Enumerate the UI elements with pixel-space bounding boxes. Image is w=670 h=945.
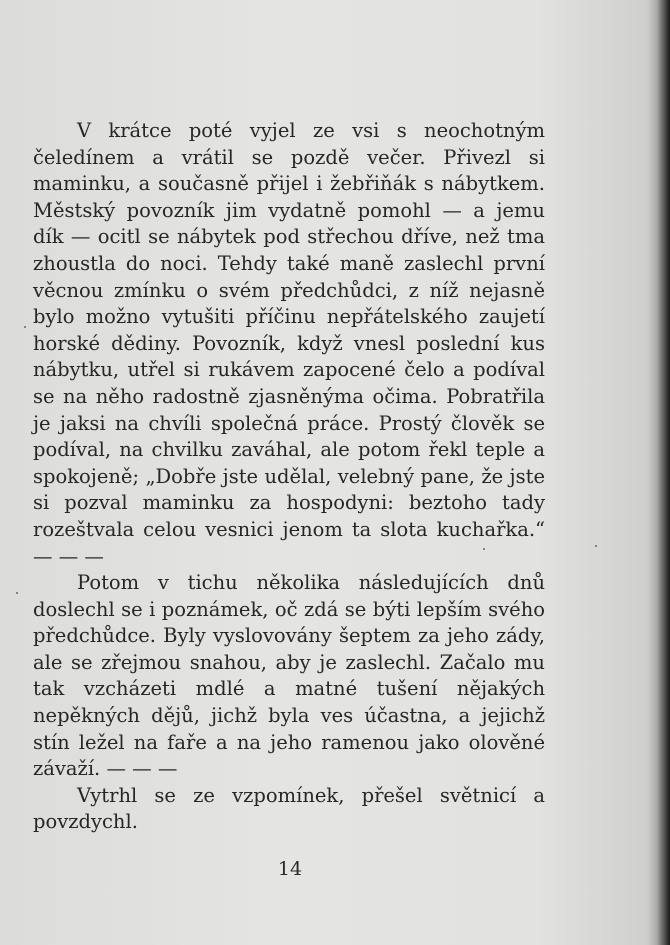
paragraph-3: Vytrhl se ze vzpomínek, přešel světnicí a povzdychl. [33,783,545,834]
paper-speck [483,548,485,550]
paragraph-1: V krátce poté vyjel ze vsi s neochotným čeledínem a vrátil se pozdě večer. Přivezl si maminku, a současně přijel i žebřiňák s nábytkem. Městský povozník jim vydatně pomohl — a jemu dík — ocitl se nábytek pod střechou dříve, než tma zhoustla do noci. Tehdy také maně zaslechl první věcnou zmínku o svém předchůdci, z níž nejasně bylo možno vytušiti příčinu nepřátelského zaujetí horské dědiny. Povozník, když vnesl poslední kus nábytku, utřel si rukávem zapocené čelo a podíval se na něho radostně zjasněnýma očima. Pobratřila je jaksi na chvíli společná práce. Prostý člověk se podíval, na chvilku zaváhal, ale potom řekl teple a spokojeně; „Dobře jste udělal, velebný pane, že jste si pozval maminku za hospodyni: beztoho tady rozeštvala celou vesnici jenom ta slota kuchařka.“ — — — [33,119,545,568]
paragraph-2: Potom v tichu několika následujících dnů doslechl se i poznámek, oč zdá se býti lepším svého předchůdce. Byly vyslovovány šeptem za jeho zády, ale se zřejmou snahou, aby je zaslechl. Začalo mu tak vzcházeti mdlé a matné tušení nějakých nepěkných dějů, jichž byla ves účastna, a jejichž stín ležel na faře a na jeho ramenou jako olověné závaží. — — — [33,571,545,781]
binding-edge-shadow [648,0,670,945]
paper-speck [16,592,18,594]
paper-speck [24,326,26,328]
body-text [33,118,545,836]
page-number: 14 [277,858,303,880]
paper-speck [595,545,597,547]
